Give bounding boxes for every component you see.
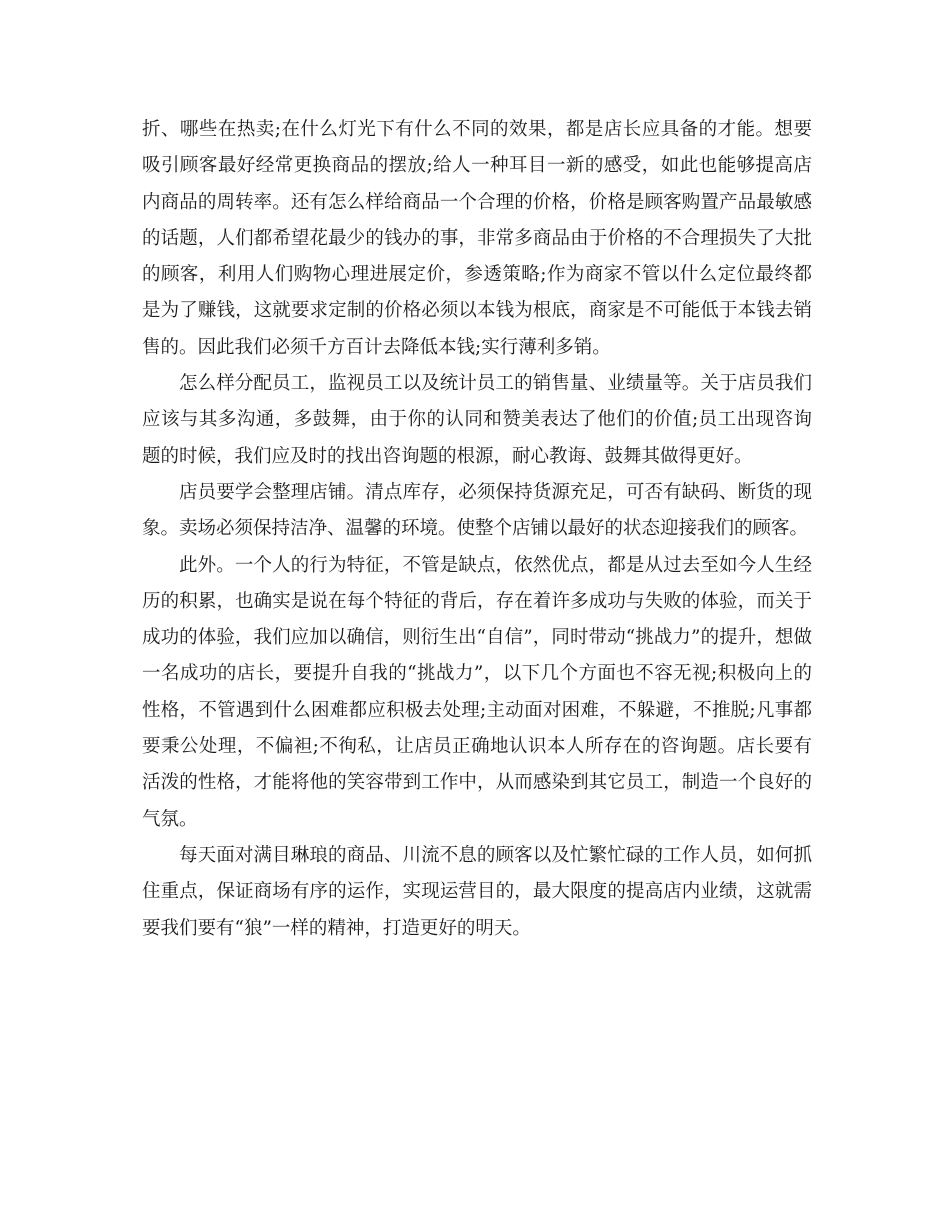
paragraph-staff-management: 怎么样分配员工，监视员工以及统计员工的销售量、业绩量等。关于店员我们应该与其多沟通，多鼓舞，由于你的认同和赞美表达了他们的价值;员工出现咨询题的时候，我们应及时的找出咨询题的根源，耐心教诲、鼓舞其做得更好。 — [142, 373, 812, 467]
paragraph-personal-traits: 此外。一个人的行为特征，不管是缺点，依然优点，都是从过去至如今人生经历的积累，也确实是说在每个特征的背后，存在着许多成功与失败的体验，而关于成功的体验，我们应加以确信，则衍生出“自信”，同时带动“挑战力”的提升，想做一名成功的店长，要提升自我的“挑战力”，以下几个方面也不容无视;积极向上的性格，不管遇到什么困难都应积极去处理;主动面对困难，不躲避，不推脱;凡事都要秉公处理，不偏袒;不徇私，让店员正确地认识本人所存在的咨询题。店长要有活泼的性格，才能将他的笑容带到工作中，从而感染到其它员工，制造一个良好的气氛。 — [142, 554, 812, 830]
document-body — [142, 112, 812, 947]
paragraph-conclusion: 每天面对满目琳琅的商品、川流不息的顾客以及忙繁忙碌的工作人员，如何抓住重点，保证商场有序的运作，实现运营目的，最大限度的提高店内业绩，这就需要我们要有“狼”一样的精神，打造更好的明天。 — [142, 844, 812, 939]
paragraph-continuation: 折、哪些在热卖;在什么灯光下有什么不同的效果，都是店长应具备的才能。想要吸引顾客最好经常更换商品的摆放;给人一种耳目一新的感受，如此也能够提高店内商品的周转率。还有怎么样给商品一个合理的价格，价格是顾客购置产品最敏感的话题，人们都希望花最少的钱办的事，非常多商品由于价格的不合理损失了大批的顾客，利用人们购物心理进展定价，参透策略;作为商家不管以什么定位最终都是为了赚钱，这就要求定制的价格必须以本钱为根底，商家是不可能低于本钱去销售的。因此我们必须千方百计去降低本钱;实行薄利多销。 — [142, 119, 812, 358]
paragraph-store-organization: 店员要学会整理店铺。清点库存，必须保持货源充足，可否有缺码、断货的现象。卖场必须保持洁净、温馨的环境。使整个店铺以最好的状态迎接我们的顾客。 — [142, 481, 812, 540]
